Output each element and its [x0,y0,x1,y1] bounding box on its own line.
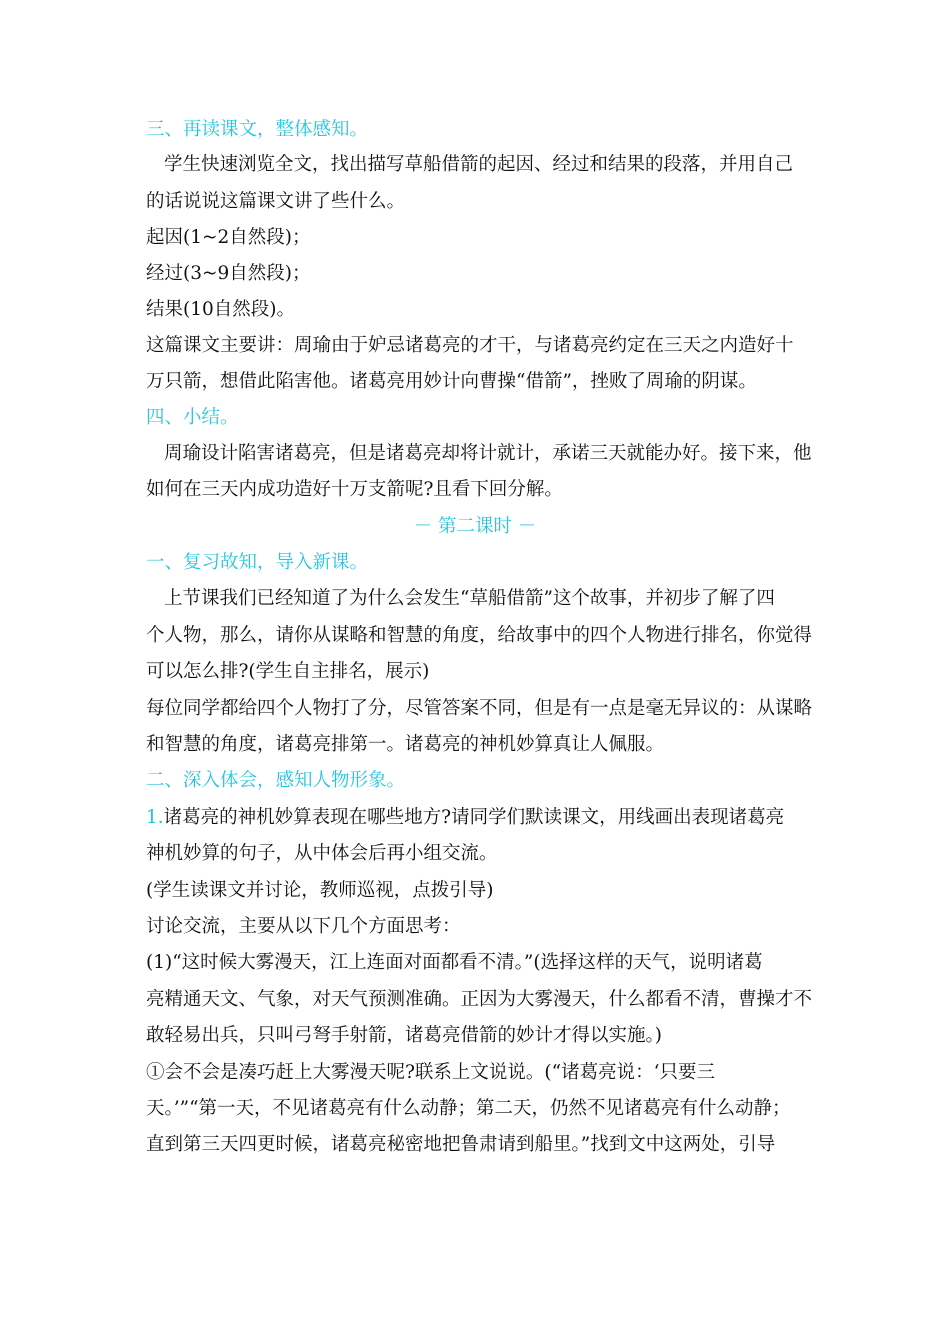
section-heading-review: 一、复习故知，导入新课。 [146,552,369,573]
paragraph-line: 经过(3~9自然段)； [146,263,311,284]
paragraph-line: 和智慧的角度，诸葛亮排第一。诸葛亮的神机妙算真让人佩服。 [146,734,665,755]
paragraph-line: 亮精通天文、气象，对天气预测准确。正因为大雾漫天，什么都看不清，曹操才不 [146,989,813,1010]
paragraph-line: 可以怎么排?(学生自主排名，展示) [146,661,430,682]
paragraph-line: 每位同学都给四个人物打了分，尽管答案不同，但是有一点是毫无异议的：从谋略 [146,698,813,719]
item-number: 1. [146,807,164,828]
numbered-item [146,806,826,830]
paragraph-line: 结果(10自然段)。 [146,299,295,320]
paragraph-line: 个人物，那么，请你从谋略和智慧的角度，给故事中的四个人物进行排名，你觉得 [146,625,813,646]
paragraph-line: 讨论交流，主要从以下几个方面思考： [146,916,461,937]
paragraph-line: (学生读课文并讨论，教师巡视，点拨引导) [146,880,494,901]
paragraph-line: 天。’”“第一天，不见诸葛亮有什么动静；第二天，仍然不见诸葛亮有什么动静； [146,1098,791,1119]
paragraph-line: 学生快速浏览全文，找出描写草船借箭的起因、经过和结果的段落，并用自己 [164,154,794,175]
section-heading-deep: 二、深入体会，感知人物形象。 [146,770,406,791]
paragraph-line: 神机妙算的句子，从中体会后再小组交流。 [146,843,498,864]
section-heading-reread: 三、再读课文，整体感知。 [146,119,369,140]
paragraph-line: 这篇课文主要讲：周瑜由于妒忌诸葛亮的才干，与诸葛亮约定在三天之内造好十 [146,335,794,356]
paragraph-line: 上节课我们已经知道了为什么会发生“草船借箭”这个故事，并初步了解了四 [164,588,775,609]
paragraph-line: 如何在三天内成功造好十万支箭呢?且看下回分解。 [146,479,563,500]
paragraph-line: (1)“这时候大雾漫天，江上连面对面都看不清。”(选择这样的天气，说明诸葛 [146,952,763,973]
paragraph-line: ①会不会是凑巧赶上大雾漫天呢?联系上文说说。(“诸葛亮说：‘只要三 [146,1062,715,1083]
paragraph-line: 直到第三天四更时候，诸葛亮秘密地把鲁肃请到船里。”找到文中这两处，引导 [146,1134,776,1155]
lesson-title-second: － 第二课时 － [413,516,537,537]
paragraph-line: 的话说说这篇课文讲了些什么。 [146,191,406,212]
paragraph-line: 周瑜设计陷害诸葛亮，但是诸葛亮却将计就计，承诺三天就能办好。接下来，他 [164,443,812,464]
section-heading-summary: 四、小结。 [146,407,239,428]
item-text: 诸葛亮的神机妙算表现在哪些地方?请同学们默读课文，用线画出表现诸葛亮 [163,807,785,828]
paragraph-line: 敢轻易出兵，只叫弓弩手射箭，诸葛亮借箭的妙计才得以实施。) [146,1025,662,1046]
paragraph-line: 起因(1~2自然段)； [146,227,311,248]
paragraph-line: 万只箭，想借此陷害他。诸葛亮用妙计向曹操“借箭”，挫败了周瑜的阴谋。 [146,371,757,392]
